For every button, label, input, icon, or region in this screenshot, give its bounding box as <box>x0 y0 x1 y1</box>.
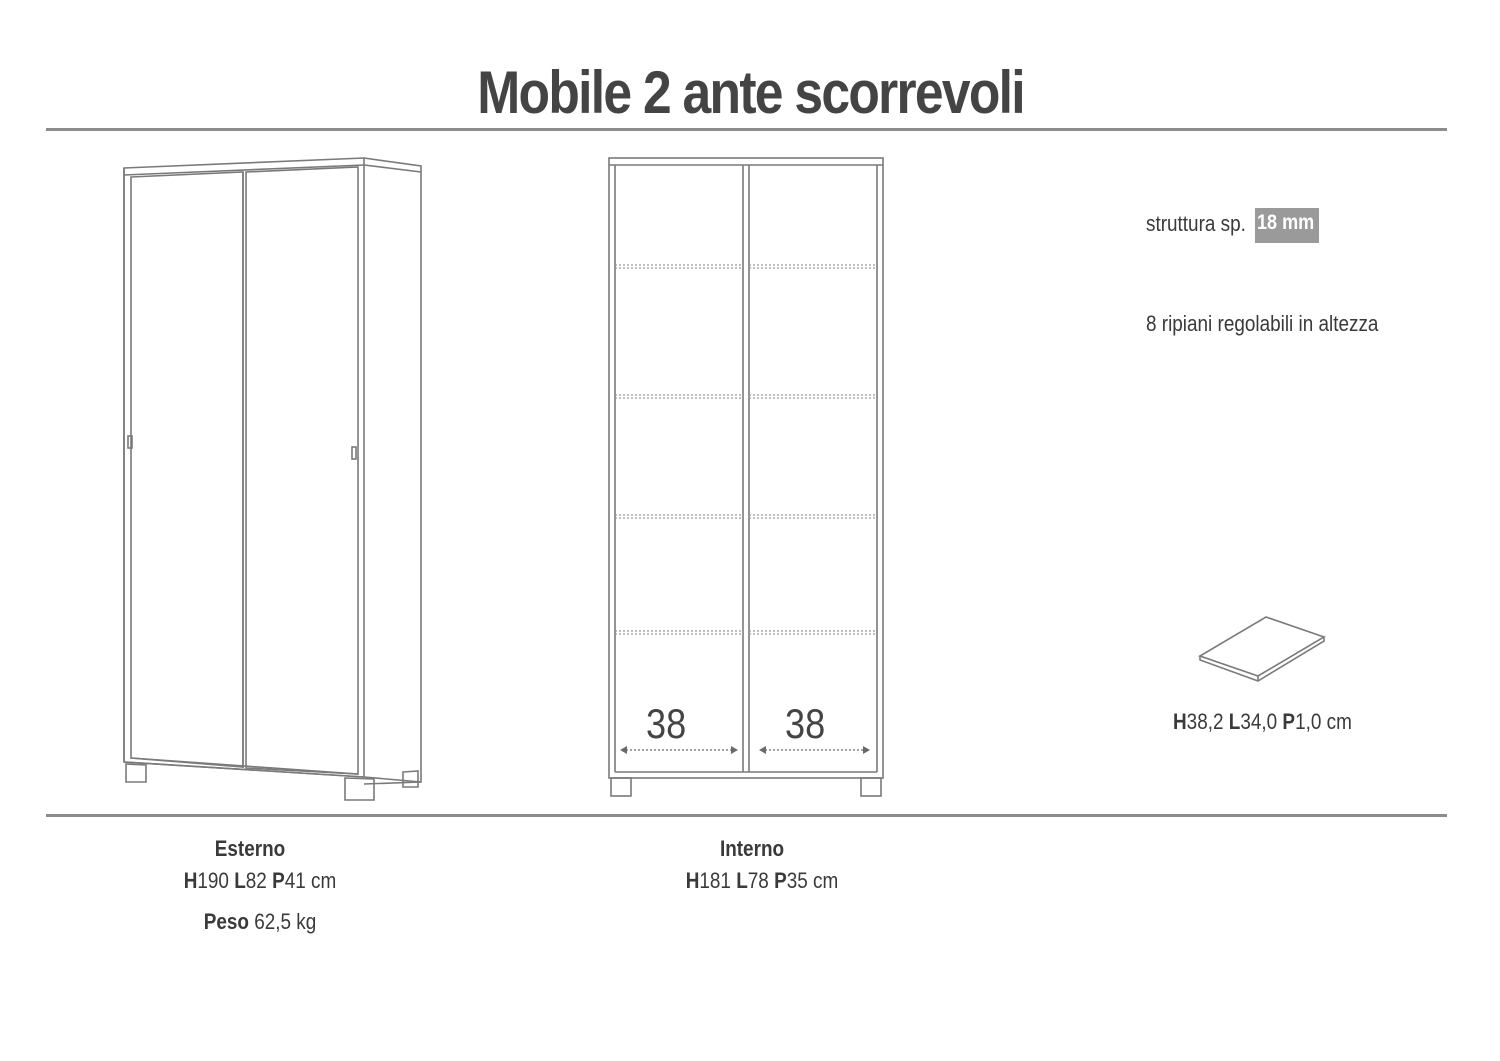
external-heading: Esterno <box>214 836 286 861</box>
thickness-value: 18 mm <box>1257 211 1315 234</box>
thickness-label: struttura sp. <box>1146 211 1246 236</box>
external-weight: Peso 62,5 kg <box>203 909 317 934</box>
internal-dimensions: H181 L78 P35 cm <box>685 868 839 893</box>
exterior-cabinet-drawing <box>124 158 421 800</box>
exterior-cabinet-drawing-extra <box>364 782 421 784</box>
page-title: Mobile 2 ante scorrevoli <box>477 59 1024 126</box>
left-compartment-width: 38 <box>646 700 687 747</box>
shelf-dimensions: H38,2 L34,0 P1,0 cm <box>1173 709 1352 734</box>
internal-heading: Interno <box>719 836 785 861</box>
shelf-panel-drawing <box>1200 617 1324 681</box>
shelves-info: 8 ripiani regolabili in altezza <box>1146 311 1379 336</box>
right-compartment-width: 38 <box>785 700 826 747</box>
external-dimensions: H190 L82 P41 cm <box>183 868 337 893</box>
